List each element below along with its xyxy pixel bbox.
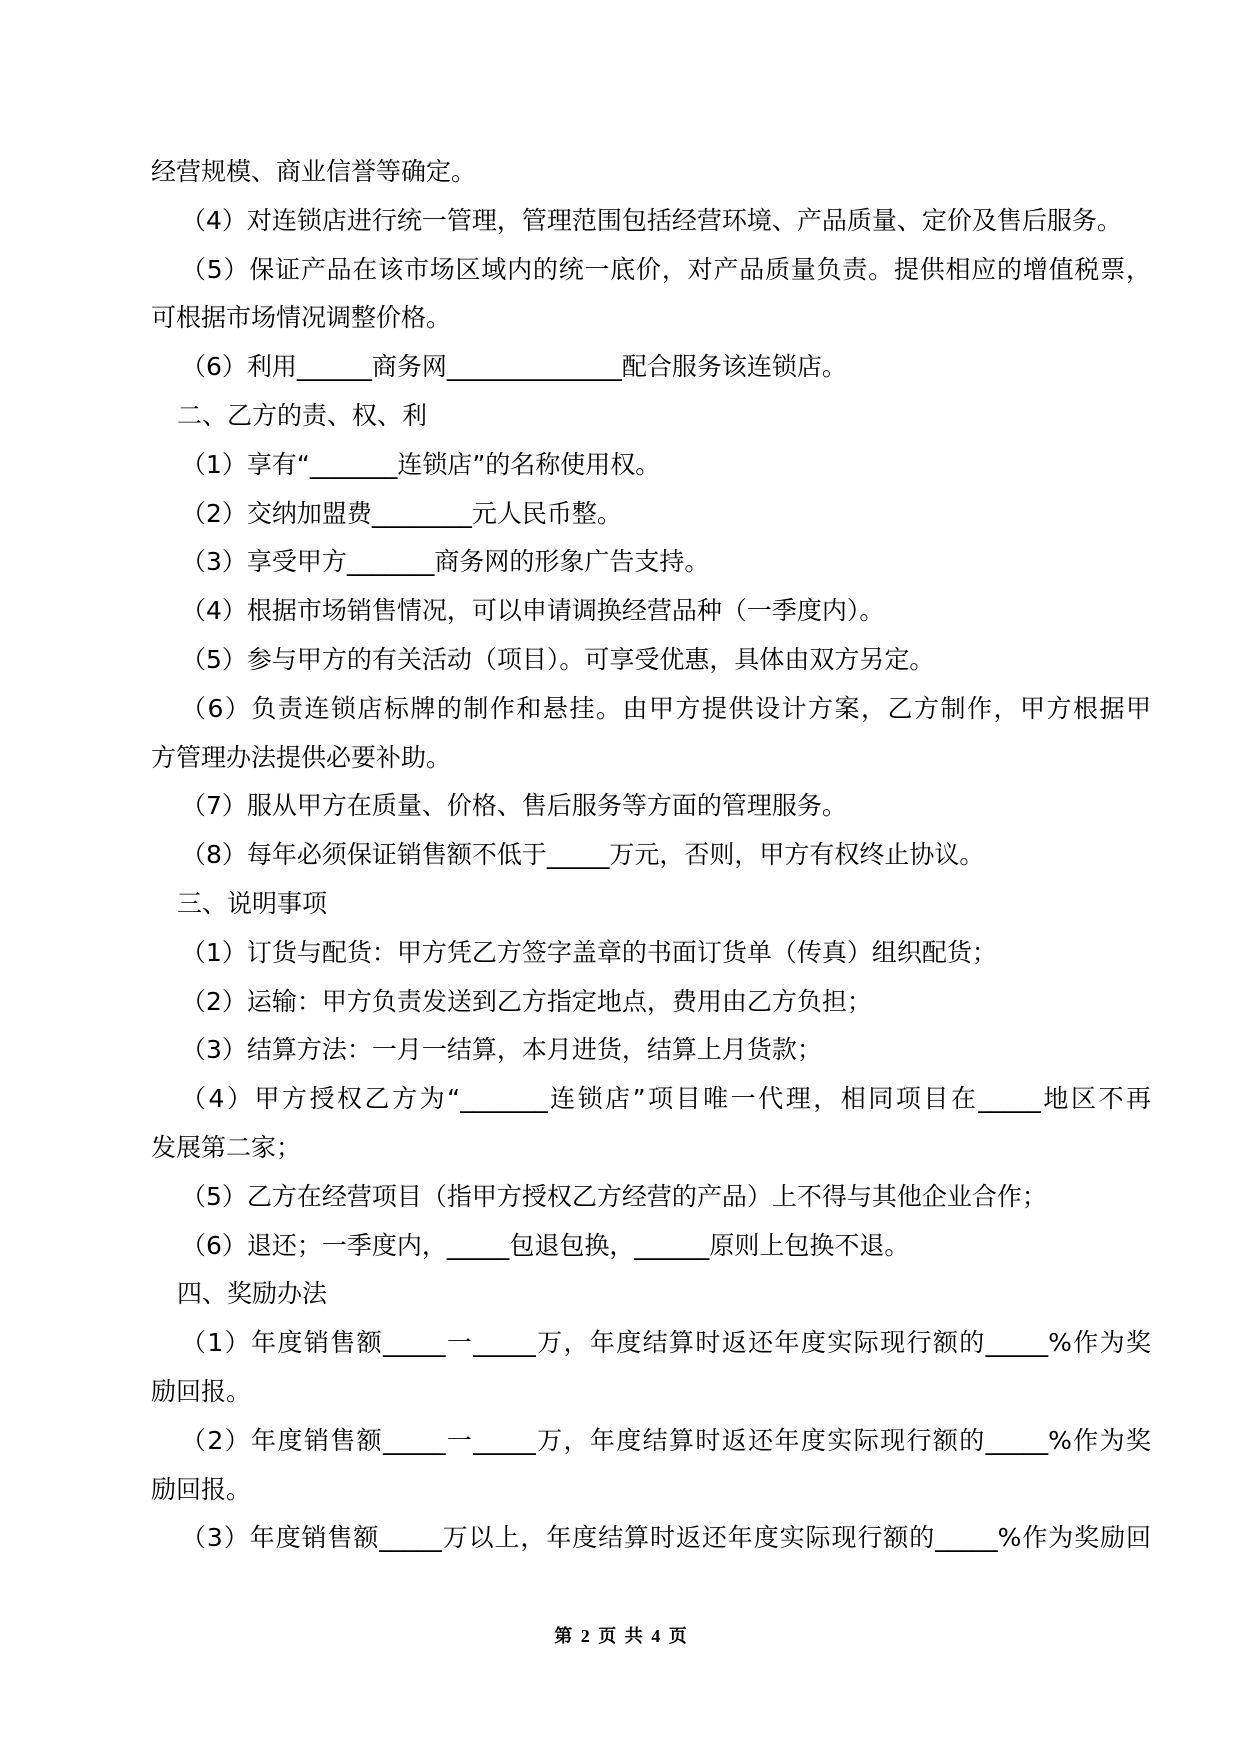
- section-heading: 二、乙方的责、权、利: [177, 400, 428, 430]
- text-line: 方管理办法提供必要补助。: [151, 742, 452, 772]
- text-line: 发展第二家；: [151, 1132, 302, 1162]
- clause: （5）保证产品在该市场区域内的统一底价，对产品质量负责。提供相应的增值税票，: [181, 254, 1151, 284]
- document-body: [151, 148, 1151, 1563]
- clause: （2）交纳加盟费________元人民币整。: [181, 498, 622, 528]
- section-heading: 三、说明事项: [177, 888, 328, 918]
- text-line: 可根据市场情况调整价格。: [151, 303, 452, 333]
- page-footer: 第 2 页 共 4 页: [554, 1626, 687, 1646]
- text-line: 励回报。: [151, 1376, 252, 1406]
- clause: （6）负责连锁店标牌的制作和悬挂。由甲方提供设计方案，乙方制作，甲方根据甲: [181, 693, 1151, 723]
- clause: （8）每年必须保证销售额不低于_____万元，否则，甲方有权终止协议。: [181, 840, 985, 870]
- clause: （4）根据市场销售情况，可以申请调换经营品种（一季度内）。: [181, 596, 885, 626]
- clause: （5）乙方在经营项目（指甲方授权乙方经营的产品）上不得与其他企业合作；: [181, 1181, 1047, 1211]
- clause: （1）订货与配货：甲方凭乙方签字盖章的书面订货单（传真）组织配货；: [181, 937, 997, 967]
- clause: （1）享有“_______连锁店”的名称使用权。: [181, 449, 661, 479]
- clause: （7）服从甲方在质量、价格、售后服务等方面的管理服务。: [181, 791, 847, 821]
- clause: （6）退还；一季度内，_____包退包换，______原则上包换不退。: [181, 1230, 910, 1260]
- clause: （3）结算方法：一月一结算，本月进货，结算上月货款；: [181, 1035, 822, 1065]
- clause: （4）对连锁店进行统一管理，管理范围包括经营环境、产品质量、定价及售后服务。: [181, 205, 1122, 235]
- clause: （2）运输：甲方负责发送到乙方指定地点，费用由乙方负担；: [181, 986, 872, 1016]
- clause: （6）利用______商务网______________配合服务该连锁店。: [181, 352, 847, 382]
- clause: （3）年度销售额_____万以上，年度结算时返还年度实际现行额的_____%作为奖励回: [181, 1523, 1151, 1553]
- clause: （5）参与甲方的有关活动（项目）。可享受优惠，具体由双方另定。: [181, 644, 935, 674]
- clause: （1）年度销售额_____一_____万，年度结算时返还年度实际现行额的_____%作为奖: [181, 1328, 1151, 1358]
- clause: （4）甲方授权乙方为“_______连锁店”项目唯一代理，相同项目在_____地区不再: [181, 1084, 1151, 1114]
- section-heading: 四、奖励办法: [177, 1279, 328, 1309]
- clause: （2）年度销售额_____一_____万，年度结算时返还年度实际现行额的_____%作为奖: [181, 1425, 1151, 1455]
- text-line: 经营规模、商业信誉等确定。: [151, 157, 477, 186]
- text-line: 励回报。: [151, 1474, 252, 1504]
- clause: （3）享受甲方_______商务网的形象广告支持。: [181, 547, 710, 577]
